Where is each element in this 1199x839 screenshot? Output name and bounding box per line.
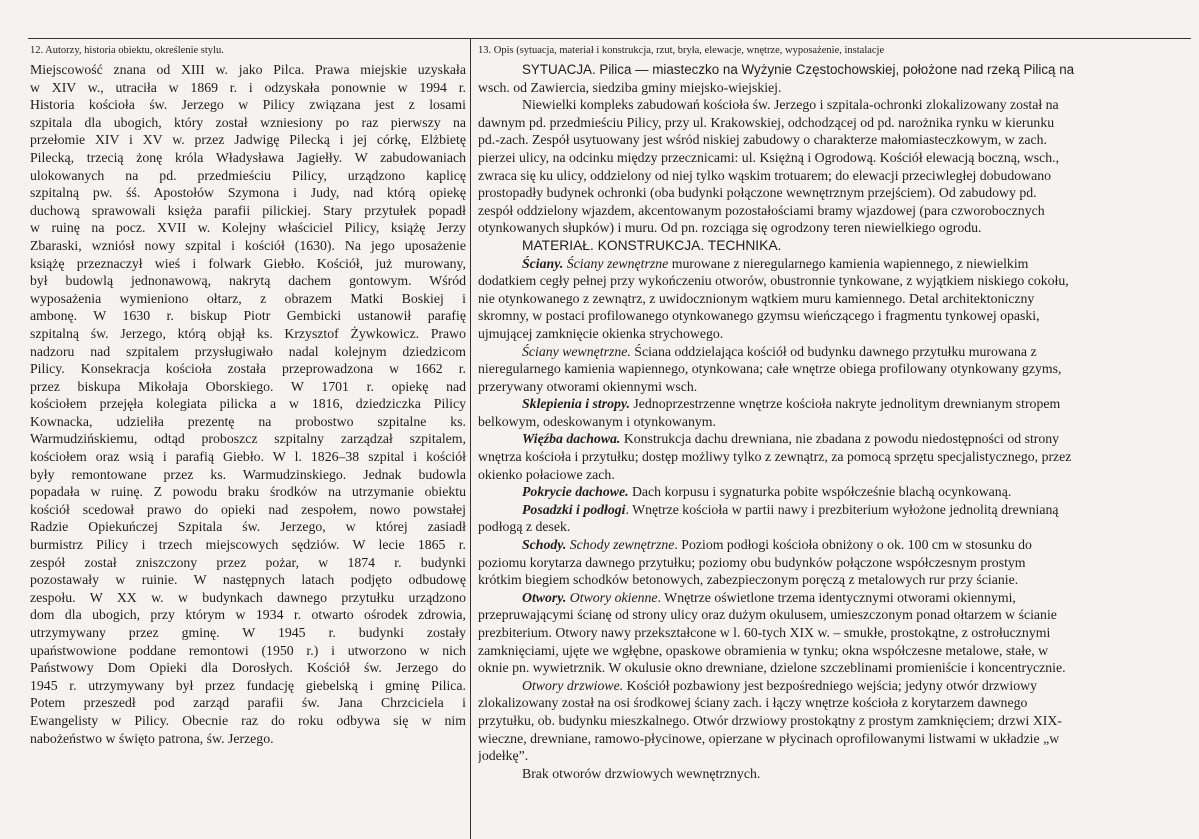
text-line: krótkim biegiem schodków betonowych, zabezpieczonym poręczą z metalowych rur przy ścianie.	[478, 572, 1019, 588]
text-line: jodełkę”.	[478, 748, 529, 764]
text-line: ujmującej zamknięcie okienka strychowego.	[478, 325, 724, 341]
history-line: były remontowane przez ks. Warmudzinskiego. Jednak budowla	[30, 466, 466, 482]
text-line: poziomu korytarza dawnego przytułku; poziomy obu budynków połączone współczesnym prostym	[478, 554, 1026, 570]
history-line: ulokowanych na pd. przedmieściu Pilicy, urządzono kaplicę	[30, 167, 466, 183]
history-line: burmistrz Pilicy i trzech miejscowych sędziów. W lecie 1865 r.	[30, 537, 466, 553]
text-line: skromny, w postaci profilowanego otynkowanego gzymsu wieńczącego i fragmentu tynkowej opaski,	[478, 308, 1040, 324]
text-line: zespół oddzielony wjazdem, akcentowanym pozostałościami bramy wjazdowej (para czworobocznych	[478, 202, 1045, 218]
history-line: Państwowy Dom Opieki dla Dorosłych. Kościół św. Jerzego do	[30, 660, 466, 676]
text-line: pierzei ulicy, na odcinku między przecznicami: ul. Księżną i Ogrodową. Kościół elewacją boczną, wsch.,	[478, 149, 1060, 165]
history-line: Pilecką, trzecią żonę króla Władysława Jagiełły. W zabudowaniach	[30, 149, 466, 165]
text-line: podłogą z desek.	[478, 519, 571, 535]
subheading-otwory: Otwory.	[522, 589, 567, 605]
text-line: nie otynkowanego z zewnątrz, z uwidocznionym wątkiem muru kamiennego. Detal architektoniczny	[478, 290, 1035, 306]
history-line: 1945 r. utrzymywany był przez fundację giebelską i gminę Pilica.	[30, 677, 466, 693]
history-line: Radzie Opiekuńczej Szpitala św. Jerzego, w której zasiadł	[30, 519, 466, 535]
history-line: przez biskupa Mikołaja Oborskiego. W 1701 r. opiekę nad	[30, 378, 466, 394]
top-rule	[28, 38, 1191, 39]
column-divider	[470, 38, 471, 839]
history-line: ambonę. W 1630 r. biskup Piotr Gembicki ustanowił parafię	[30, 308, 466, 324]
subheading-posadzki: Posadzki i podłogi	[522, 501, 626, 517]
text-line: SYTUACJA. Pilica — miasteczko na Wyżynie Częstochowskiej, położone nad rzeką Pilicą na	[522, 62, 1075, 77]
history-line: utrzymywany przez gminę. W 1945 r. budynki zostały	[30, 625, 466, 640]
history-line: kościół scedował prawo do opieki nad zespołem, nowo powstałej	[30, 501, 466, 517]
history-line: Zbaraski, wzniósł nowy szpital i kościół (1630). Na jego uposażenie	[30, 237, 466, 253]
history-line: w ruinę na pocz. XVII w. Kolejny właściciel Pilicy, książę Jerzy	[30, 220, 466, 236]
subheading-schody: Schody.	[522, 537, 567, 553]
history-line: Potem przeszedł pod zarząd parafii św. Jana Chrzciciela i	[30, 695, 466, 711]
text-line: wieczne, drewniane, ramowo-płycinowe, opierzane w płycinach oprofilowanymi listwami w układzie „w	[478, 730, 1060, 746]
subheading-otwory-drzwiowe: Otwory drzwiowe.	[522, 677, 624, 693]
history-line: szpitalną św. Jerzego, którą objął ks. Krzysztof Żywkowicz. Prawo	[30, 325, 466, 341]
subheading-sciany-wewnetrzne: Ściany wewnętrzne.	[522, 343, 631, 359]
history-line: książę przeznaczył wieś i folwark Giebło. Kościół, już murowany,	[30, 255, 466, 271]
history-line: Warmudzińskiemu, odtąd proboszcz szpitalny zarządzał szpitalem,	[30, 431, 466, 447]
history-line: zespołu. W XX w. w budynkach dawnego przytułku urządzono	[30, 589, 466, 605]
text-line: zlokalizowany został na osi środkowej ściany zach. i łączy wnętrze kościoła z korytarzem dawnego	[478, 695, 1028, 711]
history-line: nadzoru nad szpitalem przysługiwało nadal kolejnym dziedzicom	[30, 343, 466, 359]
subheading-wiezba: Więźba dachowa.	[522, 431, 621, 447]
text-line: pd.-zach. Zespół usytuowany jest wśród niskiej zabudowy o charakterze małomiasteczkowym, w zach.	[478, 132, 1047, 148]
heading-sytuacja: SYTUACJA.	[522, 62, 596, 77]
text-line: Otwory. Otwory okienne. Wnętrze oświetlone trzema identycznymi otworami okiennymi,	[522, 589, 1016, 605]
history-line: dom dla ubogich, przy którym w 1934 r. otwarto ośrodek zdrowia,	[30, 607, 466, 623]
history-line: był budowlą jednonawową, nakrytą dachem gontowym. Wśród	[30, 273, 466, 289]
section-13-header: 13. Opis (sytuacja, materiał i konstrukcja, rzut, bryła, elewacje, wnętrze, wyposażenie, instalacje	[478, 45, 885, 56]
text-line: Brak otworów drzwiowych wewnętrznych.	[522, 765, 761, 781]
text-line: wnętrza kościoła i przytułku; dostęp możliwy tylko z zewnątrz, za pomocą sprzętu specjalistycznego, przez	[478, 449, 1072, 465]
heading-material: MATERIAŁ. KONSTRUKCJA. TECHNIKA.	[522, 237, 782, 253]
history-line: Pilicy. Konsekracja kościoła została przeprowadzona w 1662 r.	[30, 361, 466, 377]
text-line: nieregularnego kamienia wapiennego, otynkowana; całe wnętrze obiega profilowany otynkowany gzyms,	[478, 361, 1062, 377]
history-line: wyposażenia wymieniono ołtarz, z obrazem Matki Boskiej i	[30, 290, 466, 306]
text-line: otynkowanych słupków) i muru. Od pn. rozciąga się ogrodzony teren niewielkiego ogrodu.	[478, 220, 982, 236]
text-line: przepruwającymi ścianę od strony ulicy oraz dużym okulusem, umieszczonym ponad ołtarzem w ścianie	[478, 607, 1057, 623]
history-line: Miejscowość znana od XIII w. jako Pilca. Prawa miejskie uzyskała	[30, 62, 466, 77]
section-description	[478, 44, 1178, 839]
history-line: szpitala dla ubogich, który został wzniesiony po raz pierwszy na	[30, 114, 466, 130]
history-line: w XIV w., utraciła w 1869 r. i odzyskała ponownie w 1994 r.	[30, 79, 466, 95]
text-line: przytułku, ob. budynku mieszkalnego. Otwór drzwiowy prostokątny z prostym zamknięciem; drzwi XIX-	[478, 712, 1062, 728]
text-line: zwraca się ku ulicy, oddzielony od niej tylko wąskim trotuarem; do elewacji przeciwległej dobudowano	[478, 167, 1052, 183]
history-line: Ewangelisty w Pilicy. Obecnie raz do roku odbywa się w nim	[30, 712, 466, 728]
text-line: Pokrycie dachowe. Dach korpusu i sygnaturka pobite współcześnie blachą ocynkowaną.	[522, 484, 1012, 500]
history-line: Kownacka, udzieliła prezentę na probostwo szpitalne ks.	[30, 413, 466, 429]
history-text	[30, 61, 466, 747]
text-line: Więźba dachowa. Konstrukcja dachu drewniana, nie zbadana z powodu niedostępności od strony	[522, 431, 1060, 447]
history-line: duchową sprawowali księża parafii pilickiej. Stary przytułek popadł	[30, 202, 466, 218]
text-line: prostopadły budynek ochronki (oba budynki połączone wewnętrznym przejściem). Od zabudowy pd.	[478, 185, 1037, 201]
text-line: zamknięciami, ujęte we wgłębne, opaskowe obramienia w tynku; okna współczesne metalowe, stałe, w	[478, 642, 1049, 658]
section-12-header: 12. Autorzy, historia obiektu, określenie stylu.	[30, 45, 224, 56]
text-line: Posadzki i podłogi. Wnętrze kościoła w partii nawy i prezbiterium wyłożone jednolitą drewnianą	[522, 501, 1059, 517]
text-line: dodatkiem cegły pełnej przy wykończeniu otworów, obustronnie tynkowane, z wyjątkiem niskiego cokołu,	[478, 273, 1069, 289]
history-line: kościołem oraz wsią i parafią Giebło. W l. 1826–38 szpital i kościół	[30, 449, 466, 465]
text-line: wsch. od Zawiercia, siedziba gminy miejsko-wiejskiej.	[478, 79, 782, 95]
history-line: Historia kościoła św. Jerzego w Pilicy związana jest z losami	[30, 97, 466, 113]
subheading-pokrycie: Pokrycie dachowe.	[522, 484, 629, 500]
text-line: Otwory drzwiowe. Kościół pozbawiony jest bezpośredniego wejścia; jedyny otwór drzwiowy	[522, 677, 1037, 693]
text-line: prezbiterium. Otwory nawy przekształcone w l. 60-tych XIX w. – smukłe, prostokątne, z ostrołucznymi	[478, 625, 1051, 640]
text-line: Ściany. Ściany zewnętrzne murowane z nieregularnego kamienia wapiennego, z niewielkim	[522, 255, 1029, 271]
history-line: zespół został zniszczony przez pożar, w 1874 r. budynki	[30, 554, 466, 570]
text-line: Sklepienia i stropy. Jednoprzestrzenne wnętrze kościoła nakryte jednolitym drewnianym stropem	[522, 396, 1061, 412]
text-line: dawnym pd. przedmieściu Pilicy, przy ul. Krakowskiej, odchodzącej od pd. narożnika rynku w kierunku	[478, 114, 1055, 130]
subheading-sklepienia: Sklepienia i stropy.	[522, 396, 630, 412]
text-line: Ściany wewnętrzne. Ściana oddzielająca kościół od budynku dawnego przytułku murowana z	[522, 343, 1037, 359]
section-history	[30, 44, 466, 839]
text-line: oknie pn. wywietrznik. W okulusie okno drewniane, dzielone szczeblinami promieniście i koncentrycznie.	[478, 660, 1066, 676]
text-line: belkowym, odeskowanym i otynkowanym.	[478, 413, 716, 429]
history-line: szpitalną pw. śś. Apostołów Szymona i Judy, nad którą opiekę	[30, 185, 466, 201]
history-line: przełomie XIV i XV w. przez Jadwigę Pilecką i jej córkę, Elżbietę	[30, 132, 466, 148]
history-line: popadała w ruinę. Z powodu braku środków na utrzymanie obiektu	[30, 484, 466, 500]
text-line: przerywany otworami okiennymi wsch.	[478, 378, 698, 394]
history-line: upaństwowione poddane remontowi (1950 r.) i utworzono w nich	[30, 642, 466, 658]
text-line: Niewielki kompleks zabudowań kościoła św. Jerzego i szpitala-ochronki zlokalizowany został na	[522, 97, 1059, 113]
history-line: pozostawały w ruinie. W następnych latach podjęto odbudowę	[30, 572, 466, 588]
subheading-sciany: Ściany.	[522, 255, 564, 271]
history-line: kościołem przejęła kolegiata pilicka a w 1816, dziedziczka Pilicy	[30, 396, 466, 412]
text-line: okienko połaciowe zach.	[478, 466, 615, 482]
text-line: Schody. Schody zewnętrzne. Poziom podłogi kościoła obniżony o ok. 100 cm w stosunku do	[522, 537, 1032, 553]
history-line: nabożeństwo w święto patrona, św. Jerzego.	[30, 730, 274, 746]
